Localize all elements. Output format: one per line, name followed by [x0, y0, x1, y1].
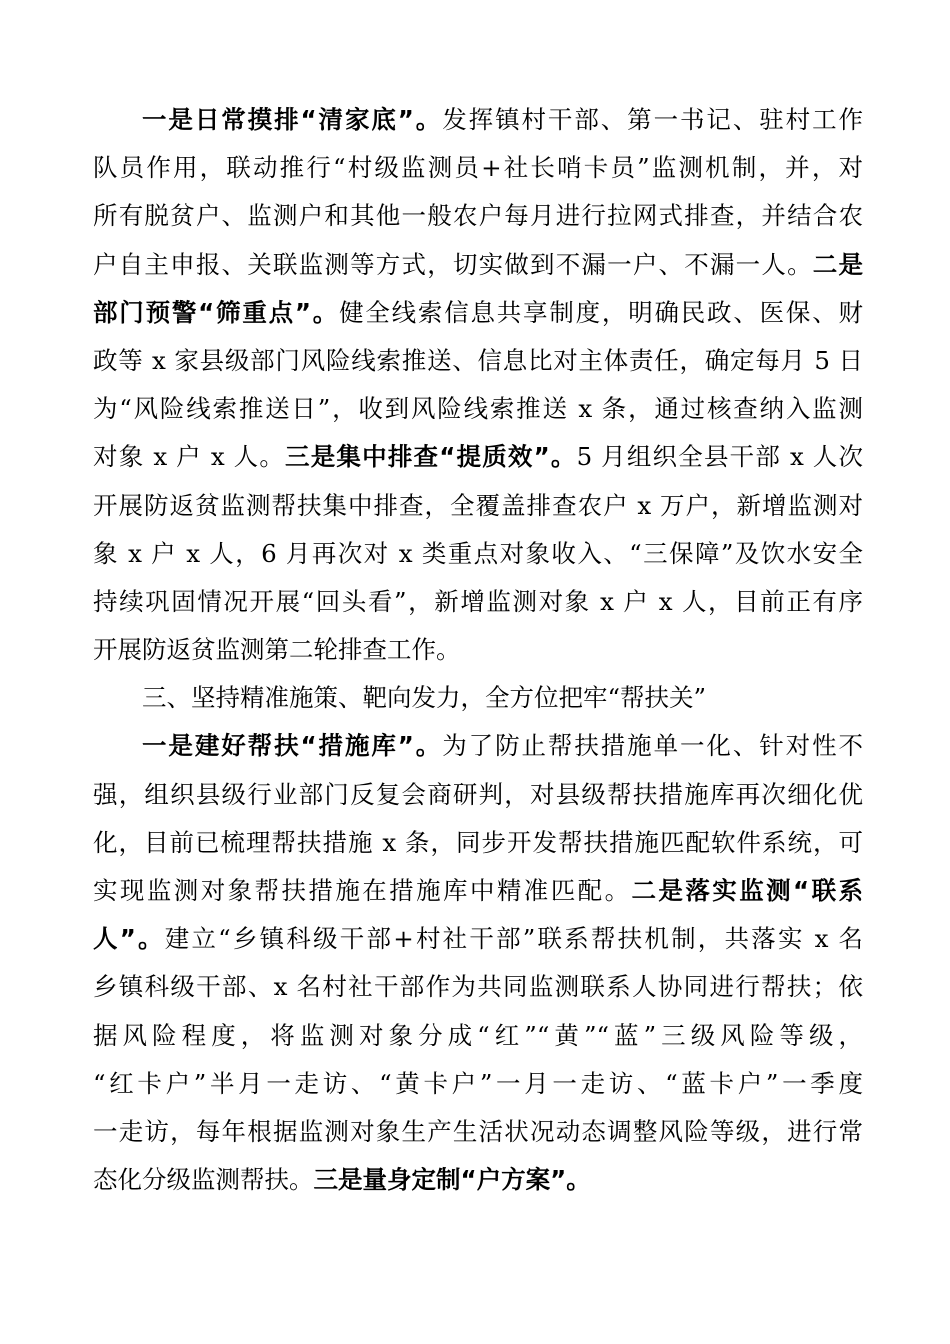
text-run: 乡镇科级干部、x 名村社干部作为共同监测联系人协同进行帮扶；依	[93, 972, 863, 1002]
text-run: 户自主申报、关联监测等方式，切实做到不漏一户、不漏一人。	[93, 249, 813, 279]
paragraph-line	[93, 819, 863, 867]
paragraph-line	[93, 482, 863, 530]
text-run: 建立“乡镇科级干部+村社干部”联系帮扶机制，共落实 x 名	[164, 924, 863, 954]
section-heading	[93, 674, 863, 722]
text-run: 政等 x 家县级部门风险线索推送、信息比对主体责任，确定每月 5 日	[93, 345, 863, 375]
paragraph-line	[93, 963, 863, 1011]
text-run: 开展防返贫监测帮扶集中排查，全覆盖排查农户 x 万户，新增监测对	[93, 490, 863, 520]
text-run: 队员作用，联动推行“村级监测员+社长哨卡员”监测机制，并，对	[93, 153, 863, 183]
bold-run: 三是集中排查“提质效”。	[285, 442, 577, 472]
paragraph-line	[93, 144, 863, 192]
paragraph-line	[93, 241, 863, 289]
text-run: 据风险程度，将监测对象分成“红”“黄”“蓝”三级风险等级，	[93, 1020, 863, 1050]
paragraph-line	[93, 337, 863, 385]
paragraph-line	[93, 626, 863, 674]
paragraph-line	[93, 915, 863, 963]
text-run: 持续巩固情况开展“回头看”，新增监测对象 x 户 x 人，目前正有序	[93, 586, 863, 616]
paragraph-line	[93, 1060, 863, 1108]
text-run: 化，目前已梳理帮扶措施 x 条，同步开发帮扶措施匹配软件系统，可	[93, 827, 863, 857]
text-run: 对象 x 户 x 人。	[93, 442, 286, 472]
paragraph-line	[93, 96, 863, 144]
text-run: 态化分级监测帮扶。	[93, 1165, 314, 1195]
paragraph-line	[93, 1156, 863, 1204]
section-heading-text: 三、坚持精准施策、靶向发力，全方位把牢“帮扶关”	[142, 683, 707, 713]
text-run: 健全线索信息共享制度，明确民政、医保、财	[339, 297, 863, 327]
paragraph-line	[93, 578, 863, 626]
text-run: 发挥镇村干部、第一书记、驻村工作	[442, 105, 864, 134]
paragraph-line	[93, 1012, 863, 1060]
bold-run: 二是落实监测“联系	[631, 876, 863, 905]
text-run: 所有脱贫户、监测户和其他一般农户每月进行拉网式排查，并结合农	[93, 201, 863, 231]
bold-run: 二是	[812, 249, 864, 279]
paragraph-line	[93, 385, 863, 433]
text-run: 5 月组织全县干部 x 人次	[576, 442, 863, 472]
document-body	[93, 96, 863, 1204]
paragraph-line	[93, 289, 863, 337]
bold-run: 三是量身定制“户方案”。	[313, 1165, 591, 1195]
text-run: “红卡户”半月一走访、“黄卡户”一月一走访、“蓝卡户”一季度	[93, 1068, 863, 1098]
paragraph-line	[93, 530, 863, 578]
text-run: 一走访，每年根据监测对象生产生活状况动态调整风险等级，进行常	[93, 1116, 863, 1146]
text-run: 为“风险线索推送日”，收到风险线索推送 x 条，通过核查纳入监测	[93, 394, 863, 424]
paragraph-line	[93, 1108, 863, 1156]
text-run: 开展防返贫监测第二轮排查工作。	[93, 635, 461, 665]
text-run: 为了防止帮扶措施单一化、针对性不	[442, 731, 864, 761]
text-run: 象 x 户 x 人，6 月再次对 x 类重点对象收入、“三保障”及饮水安全	[93, 538, 863, 568]
text-run: 强，组织县级行业部门反复会商研判，对县级帮扶措施库再次细化优	[93, 779, 863, 809]
bold-run: 部门预警“筛重点”。	[93, 297, 340, 327]
paragraph-line	[93, 192, 863, 240]
bold-run: 一是日常摸排“清家底”。	[142, 105, 443, 134]
paragraph-line	[93, 433, 863, 481]
paragraph-line	[93, 722, 863, 770]
paragraph-line	[93, 771, 863, 819]
bold-run: 一是建好帮扶“措施库”。	[142, 731, 443, 761]
bold-run: 人”。	[93, 924, 165, 954]
paragraph-line	[93, 867, 863, 915]
text-run: 实现监测对象帮扶措施在措施库中精准匹配。	[93, 876, 632, 905]
